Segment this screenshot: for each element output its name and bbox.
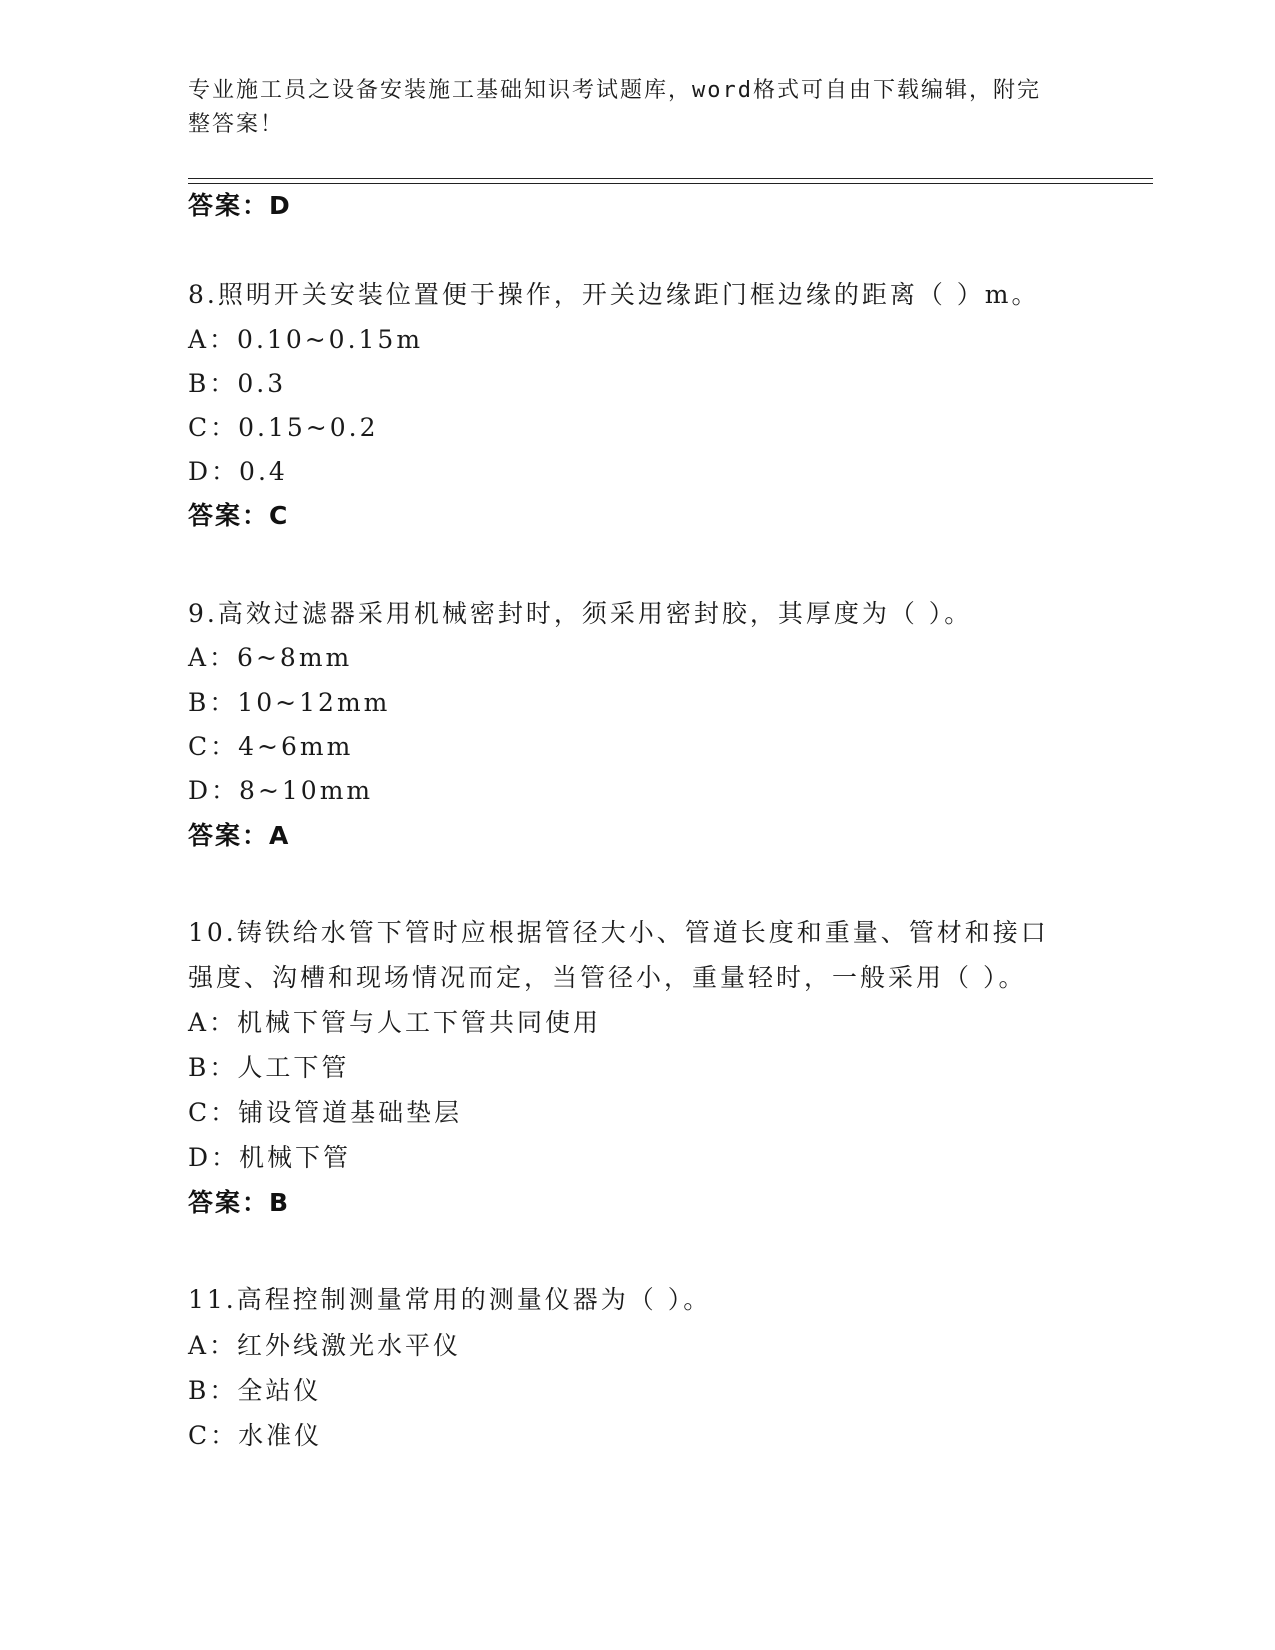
header-rule-bottom — [188, 183, 1153, 184]
document-header — [188, 74, 1068, 142]
question-10-stem-line-2: 强度、沟槽和现场情况而定，当管径小，重量轻时，一般采用（ ）。 — [188, 963, 1027, 992]
question-9-stem: 9.高效过滤器采用机械密封时，须采用密封胶，其厚度为（ ）。 — [188, 599, 973, 628]
answer-prev: 答案：D — [188, 191, 292, 220]
question-8-option-a: A：0.10~0.15m — [188, 325, 424, 354]
question-8-option-d: D：0.4 — [188, 457, 288, 486]
header-line-2: 整答案！ — [188, 112, 285, 137]
question-11-option-c: C：水准仪 — [188, 1421, 323, 1450]
question-10-option-a: A：机械下管与人工下管共同使用 — [188, 1008, 602, 1037]
header-rule-top — [188, 178, 1153, 179]
question-10-answer: 答案：B — [188, 1188, 291, 1217]
question-8-stem: 8.照明开关安装位置便于操作，开关边缘距门框边缘的距离（ ）m。 — [188, 280, 1040, 309]
question-11-option-a: A：红外线激光水平仪 — [188, 1331, 462, 1360]
question-8-answer: 答案：C — [188, 501, 290, 530]
question-9-option-b: B：10~12mm — [188, 688, 391, 717]
question-8-option-c: C：0.15~0.2 — [188, 413, 379, 442]
question-10-stem-line-1: 10.铸铁给水管下管时应根据管径大小、管道长度和重量、管材和接口 — [188, 918, 1049, 947]
question-9-option-d: D：8~10mm — [188, 776, 374, 805]
question-11-stem: 11.高程控制测量常用的测量仪器为（ ）。 — [188, 1285, 712, 1314]
question-8-option-b: B：0.3 — [188, 369, 287, 398]
question-10-option-c: C：铺设管道基础垫层 — [188, 1098, 463, 1127]
question-9-option-c: C：4~6mm — [188, 732, 354, 761]
question-9-option-a: A：6~8mm — [188, 643, 353, 672]
question-9-answer: 答案：A — [188, 821, 291, 850]
question-11-option-b: B：全站仪 — [188, 1376, 322, 1405]
question-10-option-d: D：机械下管 — [188, 1143, 352, 1172]
question-10-option-b: B：人工下管 — [188, 1053, 350, 1082]
header-line-1: 专业施工员之设备安装施工基础知识考试题库，word格式可自由下载编辑，附完 — [188, 78, 1041, 103]
